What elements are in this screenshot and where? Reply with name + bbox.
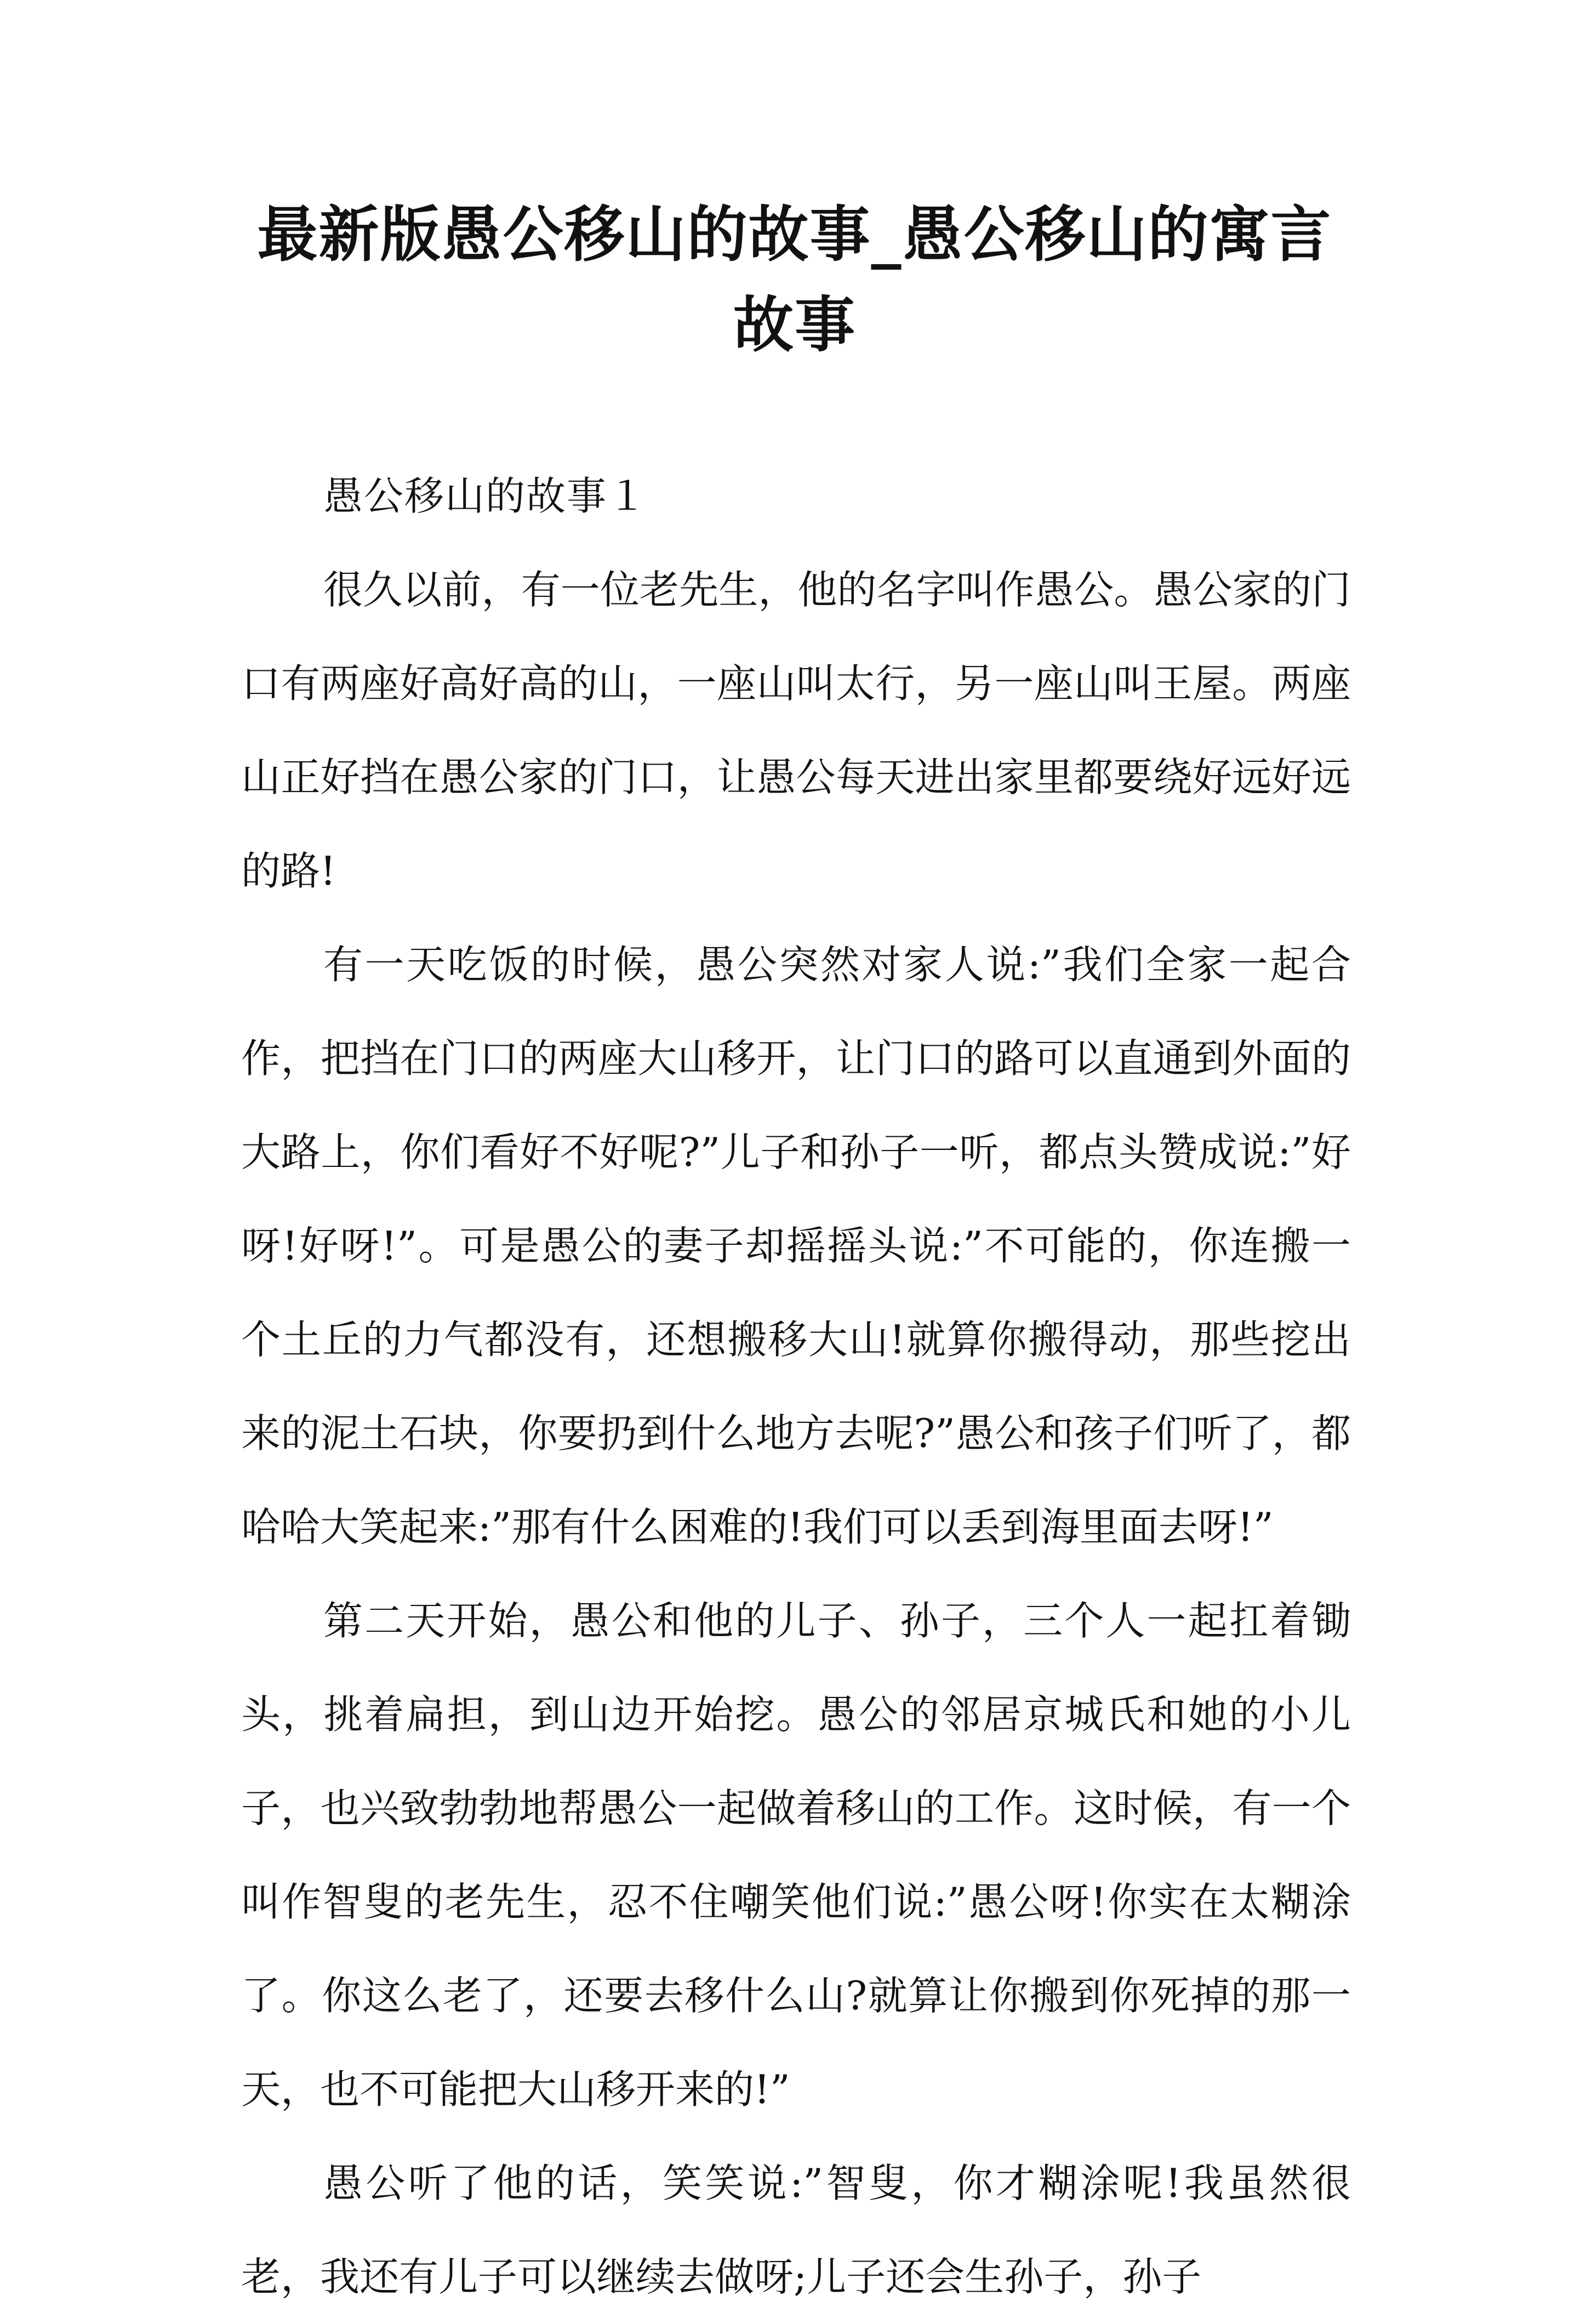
document-body: [241, 449, 1351, 2324]
paragraph: 有一天吃饭的时候，愚公突然对家人说:”我们全家一起合作，把挡在门口的两座大山移开，让门口的路可以直通到外面的大路上，你们看好不好呢?”儿子和孙子一听，都点头赞成说:”好呀!好呀!”。可是愚公的妻子却摇摇头说:”不可能的，你连搬一个土丘的力气都没有，还想搬移大山!就算你搬得动，那些挖出来的泥土石块，你要扔到什么地方去呢?”愚公和孩子们听了，都哈哈大笑起来:”那有什么困难的!我们可以丢到海里面去呀!”: [241, 942, 1351, 1550]
paragraph: 很久以前，有一位老先生，他的名字叫作愚公。愚公家的门口有两座好高好高的山，一座山叫太行，另一座山叫王屋。两座山正好挡在愚公家的门口，让愚公每天进出家里都要绕好远好远的路!: [241, 567, 1351, 894]
document-title: 最新版愚公移山的故事_愚公移山的寓言故事: [257, 199, 1332, 360]
paragraph: 第二天开始，愚公和他的儿子、孙子，三个人一起扛着锄头，挑着扁担，到山边开始挖。愚公的邻居京城氏和她的小儿子，也兴致勃勃地帮愚公一起做着移山的工作。这时候，有一个叫作智叟的老先生，忍不住嘲笑他们说:”愚公呀!你实在太糊涂了。你这么老了，还要去移什么山?就算让你搬到你死掉的那一天，也不可能把大山移开来的!”: [241, 1598, 1351, 2112]
paragraph: 愚公听了他的话，笑笑说:”智叟，你才糊涂呢!我虽然很老，我还有儿子可以继续去做呀;儿子还会生孙子，孙子: [241, 2160, 1351, 2300]
section-heading: 愚公移山的故事１: [323, 473, 648, 519]
